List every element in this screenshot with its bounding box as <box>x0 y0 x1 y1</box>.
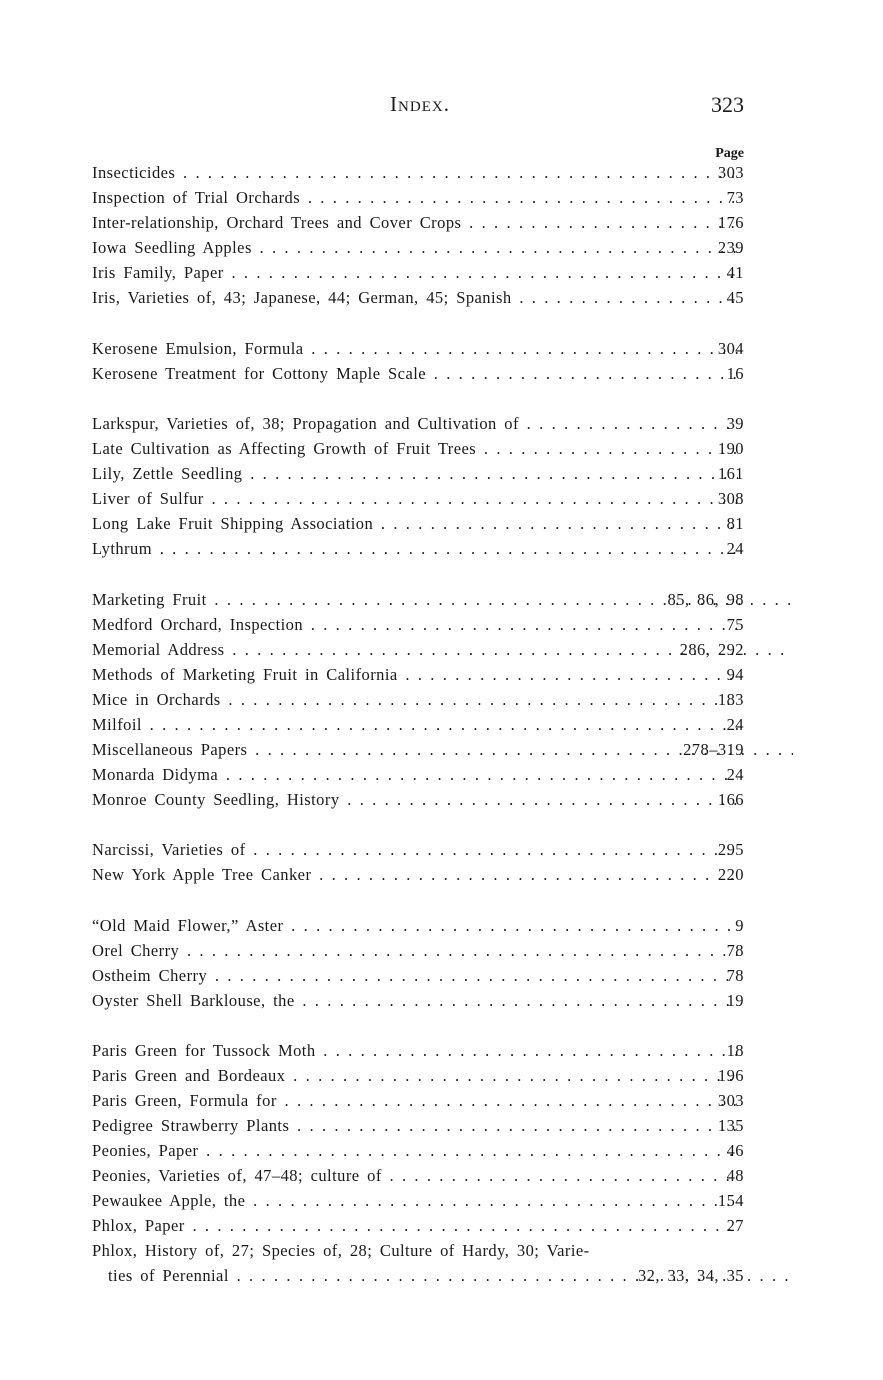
index-letter-group <box>0 913 883 1013</box>
entry-label: Insecticides . . . <box>92 160 738 185</box>
page-number: 323 <box>711 92 744 117</box>
index-entry <box>0 411 883 436</box>
entry-label: Marketing Fruit . . . <box>92 587 793 612</box>
entry-page-ref: 18 <box>726 1041 744 1060</box>
index-entries <box>0 160 883 1314</box>
page-column-heading: Page <box>715 146 744 161</box>
index-entry <box>0 461 883 486</box>
entry-label: Orel Cherry . . . <box>92 938 738 963</box>
index-entry <box>0 1163 883 1188</box>
index-letter-group <box>0 411 883 561</box>
index-entry <box>0 938 883 963</box>
entry-label: Pewaukee Apple, the . . . <box>92 1188 738 1213</box>
index-entry <box>0 1188 883 1213</box>
entry-page-ref: 220 <box>717 865 744 884</box>
index-entry <box>0 637 883 662</box>
index-entry <box>0 762 883 787</box>
entry-label: Iris, Varieties of, 43; Japanese, 44; German, 45; Spanish . . . <box>92 285 738 310</box>
entry-page-ref: 239 <box>717 238 744 257</box>
index-entry <box>0 436 883 461</box>
index-entry <box>0 737 883 762</box>
index-letter-group <box>0 587 883 812</box>
index-entry <box>0 1063 883 1088</box>
entry-label: Mice in Orchards . . . <box>92 687 738 712</box>
entry-page-ref: 45 <box>726 288 744 307</box>
index-letter-group <box>0 336 883 386</box>
index-letter-group <box>0 160 883 310</box>
entry-label: Paris Green, Formula for . . . <box>92 1088 738 1113</box>
entry-page-ref: 41 <box>726 263 744 282</box>
entry-label: Monroe County Seedling, History . . . <box>92 787 738 812</box>
entry-label: Larkspur, Varieties of, 38; Propagation and Cultivation of . . . <box>92 411 738 436</box>
index-entry <box>0 1038 883 1063</box>
index-entry <box>0 837 883 862</box>
entry-page-ref: 24 <box>726 714 744 734</box>
index-entry <box>0 662 883 687</box>
entry-label: Kerosene Emulsion, Formula . . . <box>92 336 738 361</box>
entry-page-ref: 183 <box>717 689 744 709</box>
entry-label: Oyster Shell Barklouse, the . . . <box>92 988 738 1013</box>
index-entry <box>0 235 883 260</box>
entry-label: Lythrum . . . <box>92 536 738 561</box>
index-letter-group <box>0 1038 883 1288</box>
index-entry <box>0 1138 883 1163</box>
entry-page-ref: 161 <box>717 464 744 483</box>
entry-label: Ostheim Cherry . . . <box>92 963 738 988</box>
entry-page-ref: 16 <box>726 363 744 383</box>
entry-label: Peonies, Paper . . . <box>92 1138 738 1163</box>
entry-label: Phlox, History of, 27; Species of, 28; Culture of Hardy, 30; Varie- <box>92 1241 590 1260</box>
index-entry <box>0 988 883 1013</box>
entry-page-ref: 190 <box>717 439 744 458</box>
entry-page-ref: 295 <box>717 840 744 859</box>
entry-page-ref: 27 <box>726 1216 744 1235</box>
entry-label: Paris Green and Bordeaux . . . <box>92 1063 738 1088</box>
entry-page-ref: 24 <box>726 764 744 784</box>
entry-label: Methods of Marketing Fruit in California . . . <box>92 662 738 687</box>
index-entry <box>0 712 883 737</box>
entry-page-ref: 94 <box>726 664 744 684</box>
entry-label: Inspection of Trial Orchards . . . <box>92 185 738 210</box>
entry-label: ties of Perennial . . . <box>108 1263 793 1288</box>
entry-page-ref: 304 <box>717 338 744 358</box>
entry-label: Iris Family, Paper . . . <box>92 260 738 285</box>
entry-label: Medford Orchard, Inspection . . . <box>92 612 738 637</box>
entry-label: Peonies, Varieties of, 47–48; culture of . . . <box>92 1163 738 1188</box>
running-head-title: Index. <box>390 92 450 116</box>
entry-page-ref: 48 <box>726 1166 744 1185</box>
entry-label: Long Lake Fruit Shipping Association . . . <box>92 511 738 536</box>
entry-label: Kerosene Treatment for Cottony Maple Scale . . . <box>92 361 738 386</box>
index-entry <box>0 486 883 511</box>
entry-page-ref: 46 <box>726 1141 744 1160</box>
entry-label: Iowa Seedling Apples . . . <box>92 235 738 260</box>
entry-label: Pedigree Strawberry Plants . . . <box>92 1113 738 1138</box>
entry-label: Paris Green for Tussock Moth . . . <box>92 1038 738 1063</box>
index-entry <box>0 787 883 812</box>
index-entry <box>0 260 883 285</box>
entry-page-ref: 78 <box>726 965 744 985</box>
entry-page-ref: 176 <box>717 213 744 232</box>
index-entry <box>0 1263 883 1288</box>
entry-page-ref: 73 <box>726 188 744 207</box>
entry-label: “Old Maid Flower,” Aster . . . <box>92 913 738 938</box>
entry-page-ref: 278–319 <box>683 739 744 759</box>
entry-label: Inter-relationship, Orchard Trees and Cover Crops . . . <box>92 210 738 235</box>
index-entry <box>0 1213 883 1238</box>
entry-label: Milfoil . . . <box>92 712 738 737</box>
index-entry <box>0 160 883 185</box>
entry-label: Memorial Address . . . <box>92 637 793 662</box>
index-entry <box>0 185 883 210</box>
entry-page-ref: 81 <box>726 514 744 533</box>
entry-page-ref: 9 <box>735 915 744 935</box>
entry-page-ref: 286, 292 <box>679 639 744 659</box>
index-entry <box>0 210 883 235</box>
entry-label: New York Apple Tree Canker . . . <box>92 862 738 887</box>
entry-page-ref: 24 <box>726 539 744 558</box>
index-letter-group <box>0 837 883 887</box>
index-entry <box>0 511 883 536</box>
entry-page-ref: 32, 33, 34, 35 <box>637 1266 744 1285</box>
index-entry <box>0 587 883 612</box>
entry-page-ref: 39 <box>726 414 744 433</box>
entry-page-ref: 19 <box>726 990 744 1010</box>
entry-page-ref: 308 <box>717 489 744 508</box>
entry-page-ref: 303 <box>717 1091 744 1110</box>
entry-label: Miscellaneous Papers . . . <box>92 737 793 762</box>
entry-label: Phlox, Paper . . . <box>92 1213 738 1238</box>
entry-page-ref: 78 <box>726 940 744 960</box>
index-entry <box>0 687 883 712</box>
index-entry <box>0 536 883 561</box>
index-entry <box>0 361 883 386</box>
entry-label: Late Cultivation as Affecting Growth of Fruit Trees . . . <box>92 436 738 461</box>
entry-page-ref: 196 <box>717 1066 744 1085</box>
entry-label: Monarda Didyma . . . <box>92 762 738 787</box>
entry-page-ref: 303 <box>717 163 744 182</box>
entry-label: Narcissi, Varieties of . . . <box>92 837 738 862</box>
index-entry <box>0 285 883 310</box>
entry-page-ref: 166 <box>717 789 744 809</box>
index-entry <box>0 336 883 361</box>
index-entry <box>0 612 883 637</box>
index-entry <box>0 1238 883 1263</box>
index-entry <box>0 862 883 887</box>
entry-page-ref: 85, 86, 98 <box>667 589 744 609</box>
entry-label: Lily, Zettle Seedling . . . <box>92 461 738 486</box>
index-entry <box>0 1113 883 1138</box>
entry-page-ref: 135 <box>717 1116 744 1135</box>
entry-page-ref: 75 <box>726 614 744 634</box>
index-entry <box>0 963 883 988</box>
index-entry <box>0 1088 883 1113</box>
index-entry <box>0 913 883 938</box>
entry-page-ref: 154 <box>717 1191 744 1210</box>
entry-label: Liver of Sulfur . . . <box>92 486 738 511</box>
